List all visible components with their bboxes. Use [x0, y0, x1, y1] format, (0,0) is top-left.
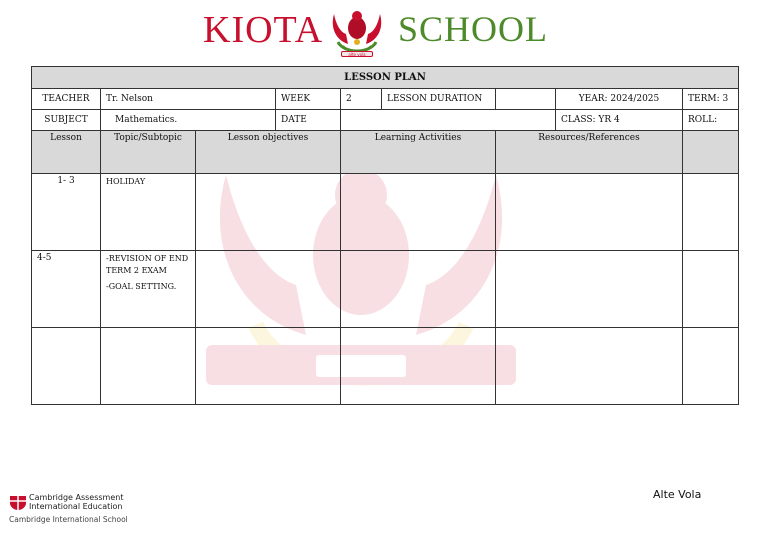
lesson-cell[interactable]: 1- 3: [32, 174, 101, 251]
table-row: [32, 251, 739, 328]
lesson-cell[interactable]: [32, 328, 101, 405]
cambridge-line-1: Cambridge Assessment: [29, 493, 124, 502]
term-cell: TERM: 3: [683, 89, 739, 110]
table-row: [32, 328, 739, 405]
topic-cell[interactable]: [101, 251, 196, 328]
topic-line: -GOAL SETTING.: [106, 282, 177, 291]
date-value[interactable]: [341, 110, 556, 131]
extra-cell[interactable]: [683, 328, 739, 405]
class-cell: CLASS: YR 4: [556, 110, 683, 131]
cambridge-line-2: International Education: [29, 502, 123, 511]
cambridge-logo: [9, 493, 139, 529]
crest-motto: alte vola: [341, 51, 373, 57]
activities-cell[interactable]: [341, 174, 496, 251]
lesson-plan-title: LESSON PLAN: [32, 67, 739, 89]
year-cell: YEAR: 2024/2025: [556, 89, 683, 110]
objectives-cell[interactable]: [196, 251, 341, 328]
topic-cell[interactable]: [101, 174, 196, 251]
subject-label: SUBJECT: [32, 110, 101, 131]
extra-cell[interactable]: [683, 174, 739, 251]
school-name-right: SCHOOL: [398, 9, 549, 49]
table-row: [32, 174, 739, 251]
resources-cell[interactable]: [496, 328, 683, 405]
col-header-extra: [683, 131, 739, 174]
objectives-cell[interactable]: [196, 174, 341, 251]
school-logo: [0, 0, 768, 62]
topic-line: -REVISION OF END TERM 2 EXAM: [106, 254, 189, 275]
week-label: WEEK: [276, 89, 341, 110]
col-header-objectives: Lesson objectives: [196, 131, 341, 174]
col-header-resources: Resources/References: [496, 131, 683, 174]
teacher-value[interactable]: Tr. Nelson: [101, 89, 276, 110]
topic-cell[interactable]: [101, 328, 196, 405]
col-header-topic: Topic/Subtopic: [101, 131, 196, 174]
duration-value[interactable]: [496, 89, 556, 110]
date-label: DATE: [276, 110, 341, 131]
activities-cell[interactable]: [341, 251, 496, 328]
resources-cell[interactable]: [496, 174, 683, 251]
duration-label: LESSON DURATION: [382, 89, 496, 110]
teacher-label: TEACHER: [32, 89, 101, 110]
cambridge-line-3: Cambridge International School: [9, 515, 128, 524]
col-header-activities: Learning Activities: [341, 131, 496, 174]
roll-cell: ROLL:: [683, 110, 739, 131]
week-value[interactable]: 2: [341, 89, 382, 110]
school-name-left: KIOTA: [203, 9, 324, 51]
topic-line: HOLIDAY: [106, 177, 146, 186]
lesson-plan-table: [31, 66, 739, 405]
footer-motto: Alte Vola: [653, 488, 702, 501]
objectives-cell[interactable]: [196, 328, 341, 405]
cambridge-shield-icon: [9, 495, 27, 511]
subject-value[interactable]: Mathematics.: [101, 110, 276, 131]
col-header-lesson: Lesson: [32, 131, 101, 174]
lesson-cell[interactable]: 4-5: [32, 251, 101, 328]
activities-cell[interactable]: [341, 328, 496, 405]
resources-cell[interactable]: [496, 251, 683, 328]
extra-cell[interactable]: [683, 251, 739, 328]
